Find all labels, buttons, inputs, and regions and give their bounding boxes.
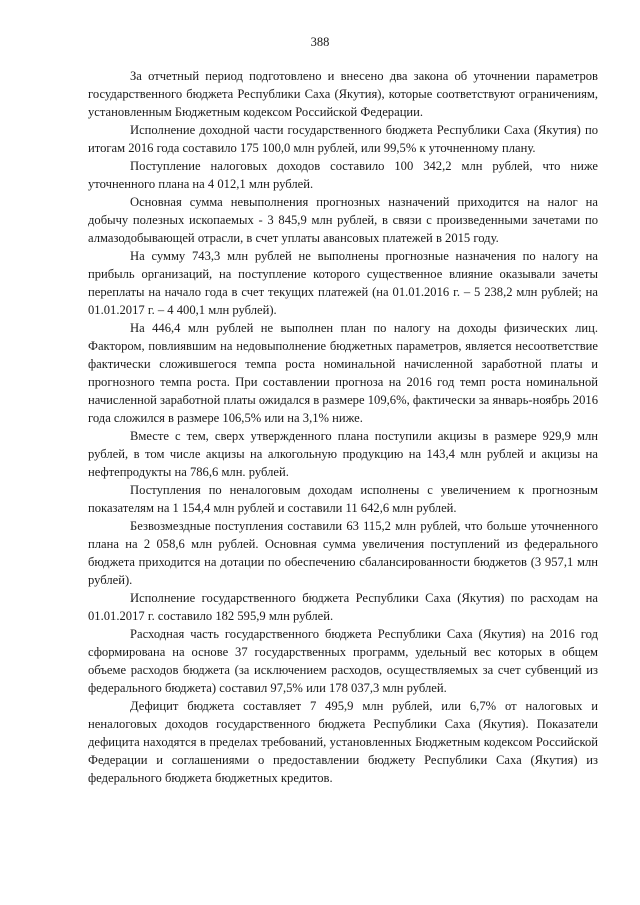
paragraph-9: Безвозмездные поступления составили 63 115,2 млн рублей, что больше уточненного плана на 2 058,6 млн рублей. Основная сумма увеличения поступлений из федерального бюджета приходится на дотации по обеспечению сбалансированности бюджетов (3 957,1 млн рублей). [88,519,598,587]
paragraph-2: Исполнение доходной части государственного бюджета Республики Саха (Якутия) по итогам 2016 года составило 175 100,0 млн рублей, или 99,5% к уточненному плану. [88,123,598,155]
paragraph-6: На 446,4 млн рублей не выполнен план по налогу на доходы физических лиц. Фактором, повлиявшим на недовыполнение бюджетных параметров, является несоответствие фактически сложившегося темпа роста номинальной начисленной заработной платы и прогнозного темпа роста. При составлении прогноза на 2016 год темп роста номинальной начисленной заработной платы ожидался в размере 109,6%, фактически за январь-ноябрь 2016 года сложился в размере 106,5% или на 3,1% ниже. [88,321,598,425]
paragraph-10: Исполнение государственного бюджета Республики Саха (Якутия) по расходам на 01.01.2017 г. составило 182 595,9 млн рублей. [88,591,598,623]
paragraph-4: Основная сумма невыполнения прогнозных назначений приходится на налог на добычу полезных ископаемых - 3 845,9 млн рублей, в связи с произведенными зачетами по алмазодобывающей отрасли, в счет уплаты авансовых платежей в 2015 году. [88,195,598,245]
page-number: 388 [310,35,330,49]
paragraph-11: Расходная часть государственного бюджета Республики Саха (Якутия) на 2016 год сформирована на основе 37 государственных программ, удельный вес которых в общем объеме расходов бюджета (за исключением расходов, осуществляемых за счет субвенций из федерального бюджета) составил 97,5% или 178 037,3 млн рублей. [88,627,598,695]
paragraph-5: На сумму 743,3 млн рублей не выполнены прогнозные назначения по налогу на прибыль организаций, на поступление которого существенное влияние оказывали зачеты переплаты на начало года в счет текущих платежей (на 01.01.2016 г. – 5 238,2 млн рублей; на 01.01.2017 г. – 4 400,1 млн рублей). [88,249,598,317]
paragraph-3: Поступление налоговых доходов составило 100 342,2 млн рублей, что ниже уточненного плана на 4 012,1 млн рублей. [88,159,598,191]
paragraph-8: Поступления по неналоговым доходам исполнены с увеличением к прогнозным показателям на 1 154,4 млн рублей и составили 11 642,6 млн рублей. [88,483,598,515]
paragraph-1: За отчетный период подготовлено и внесено два закона об уточнении параметров государственного бюджета Республики Саха (Якутия), которые соответствуют ограничениям, установленным Бюджетным кодексом Российской Федерации. [88,69,598,119]
paragraph-12: Дефицит бюджета составляет 7 495,9 млн рублей, или 6,7% от налоговых и неналоговых доходов государственного бюджета Республики Саха (Якутия). Показатели дефицита находятся в пределах требований, установленных Бюджетным кодексом Российской Федерации и соглашениями о предоставлении бюджету Республики Саха (Якутия) из федерального бюджета бюджетных кредитов. [88,699,598,785]
paragraph-7: Вместе с тем, сверх утвержденного плана поступили акцизы в размере 929,9 млн рублей, в том числе акцизы на алкогольную продукцию на 143,4 млн рублей и акцизы на нефтепродукты на 786,6 млн. рублей. [88,429,598,479]
document-body [88,67,598,787]
